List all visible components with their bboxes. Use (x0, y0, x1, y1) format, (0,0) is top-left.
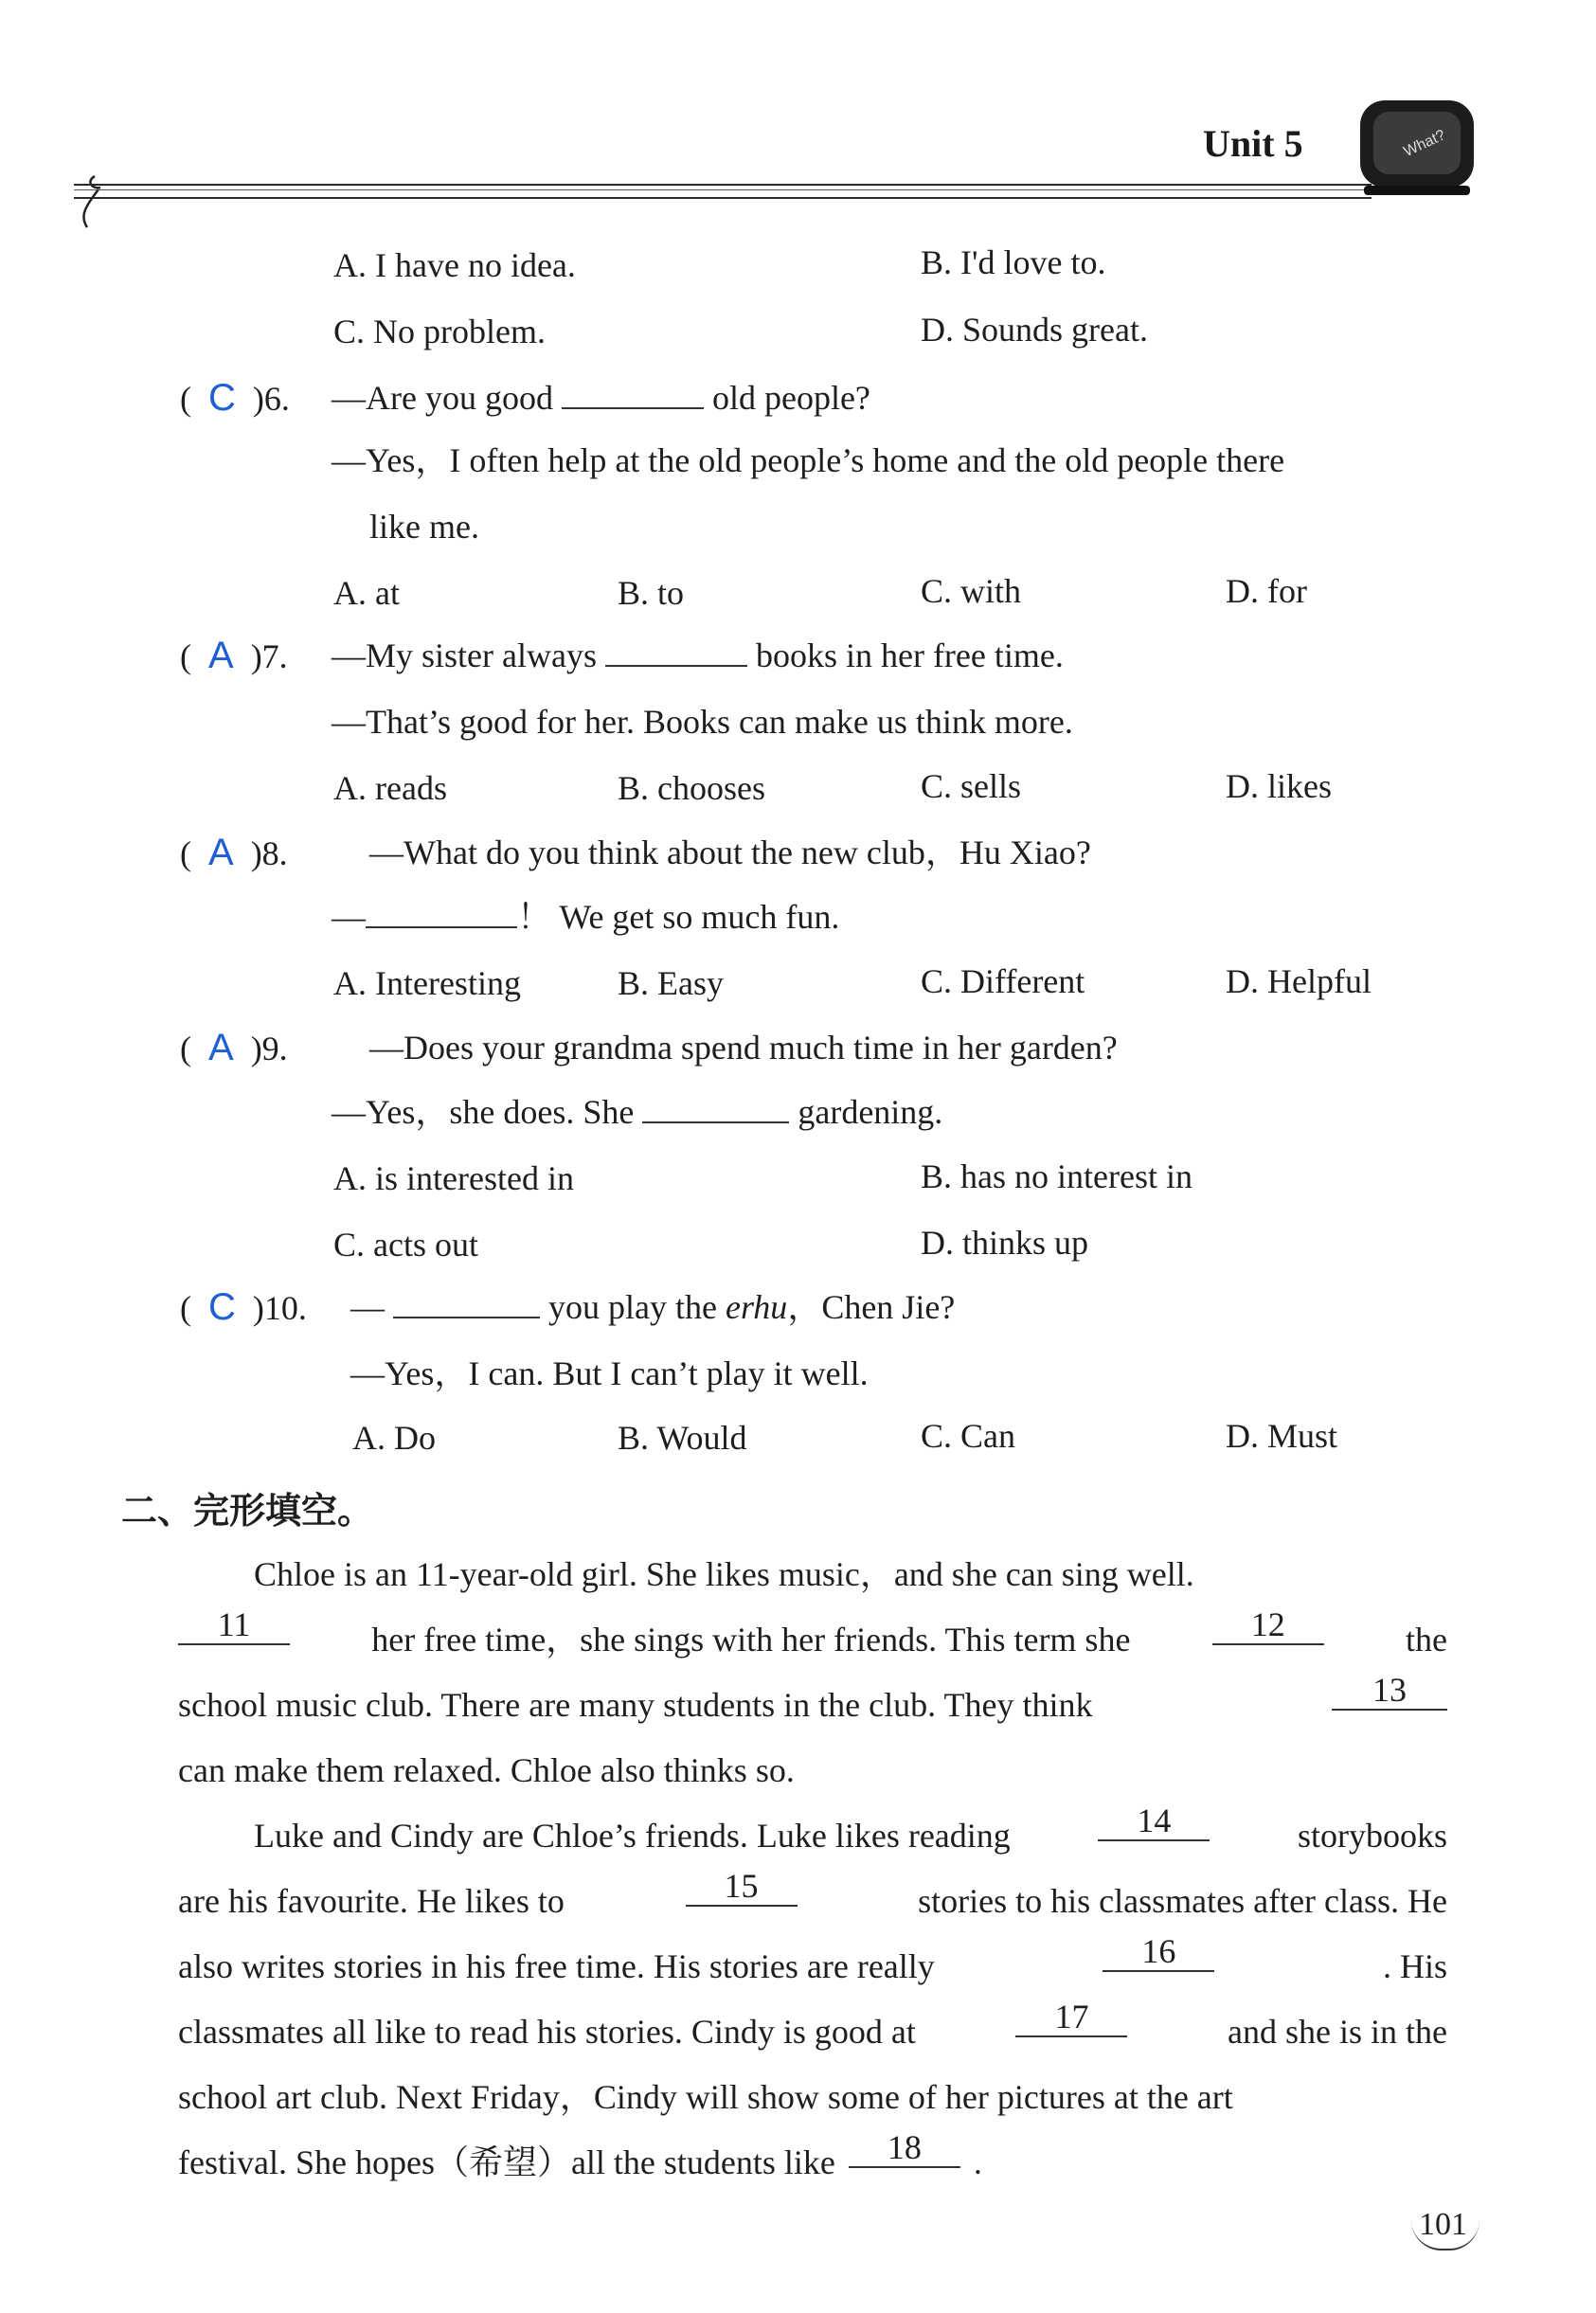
q9-stem: —Does your grandma spend much time in her garden? (369, 1029, 1118, 1067)
p2-line-1: Luke and Cindy are Chloe’s friends. Luke likes reading 14 storybooks (254, 1802, 1447, 1855)
header-rule (74, 184, 1372, 199)
q8-reply: — ！ We get so much fun. (332, 898, 840, 936)
q10-answer-slot: ( C )10. (180, 1286, 307, 1328)
blank-15: 15 (686, 1869, 798, 1907)
q6-option-b: B. to (618, 574, 685, 612)
q9-answer: A (208, 1027, 234, 1068)
q8-stem: —What do you think about the new club，Hu Xiao? (369, 834, 1091, 871)
q8-blank (366, 898, 517, 928)
q7-option-c: C. sells (921, 767, 1022, 805)
q9-answer-slot: ( A )9. (180, 1027, 288, 1068)
q8-answer: A (208, 832, 234, 873)
p2-line-6: festival. She hopes（希望）all the students like 18 . (178, 2128, 982, 2181)
q10-option-b: B. Would (618, 1419, 747, 1457)
p2-line-4: classmates all like to read his stories. Cindy is good at 17 and she is in the (178, 1998, 1447, 2051)
q7-option-d: D. likes (1226, 767, 1332, 805)
q7-answer: A (208, 635, 234, 676)
q7-option-b: B. chooses (618, 769, 765, 807)
page-number: 101 (1419, 2207, 1467, 2242)
q10-blank (393, 1288, 540, 1318)
q8-number: )8. (250, 834, 288, 872)
p2-line-3: also writes stories in his free time. His stories are really 16 . His (178, 1932, 1447, 1985)
q5-option-d: D. Sounds great. (921, 311, 1148, 349)
unit-title: Unit 5 (1203, 122, 1303, 165)
p1-line-4: can make them relaxed. Chloe also thinks so. (178, 1751, 795, 1789)
q10-option-c: C. Can (921, 1417, 1016, 1455)
q6-answer-slot: ( C )6. (180, 377, 290, 419)
q9-number: )9. (250, 1030, 288, 1067)
q10-answer: C (208, 1286, 236, 1328)
p2-line-2: are his favourite. He likes to 15 stories to his classmates after class. He (178, 1867, 1447, 1920)
blank-11: 11 (178, 1607, 290, 1645)
q6-number: )6. (252, 380, 290, 418)
q6-option-d: D. for (1226, 572, 1307, 610)
p2-line-5: school art club. Next Friday，Cindy will show some of her pictures at the art (178, 2078, 1233, 2116)
q6-reply-2: like me. (369, 508, 479, 546)
q5-option-c: C. No problem. (333, 313, 546, 350)
q7-reply: —That’s good for her. Books can make us think more. (332, 703, 1073, 741)
cloze-paragraph-1 (178, 1542, 1447, 1803)
q6-option-c: C. with (921, 572, 1022, 610)
q6-option-a: A. at (333, 574, 400, 612)
q10-option-d: D. Must (1226, 1417, 1338, 1455)
blank-14: 14 (1098, 1803, 1210, 1841)
p1-line-3: school music club. There are many students in the club. They think 13 (178, 1673, 1447, 1738)
q6-answer: C (208, 377, 236, 419)
q10-number: )10. (252, 1289, 307, 1327)
q7-option-a: A. reads (333, 769, 447, 807)
svg-text:What?: What? (1401, 127, 1448, 161)
q10-option-a: A. Do (352, 1419, 436, 1457)
blank-17: 17 (1015, 1999, 1127, 2037)
tv-icon (1353, 91, 1485, 205)
cloze-paragraph-2 (178, 1803, 1447, 2196)
q6-blank (562, 379, 704, 409)
page-number-arc (1411, 2220, 1479, 2250)
q8-option-b: B. Easy (618, 964, 724, 1002)
q7-number: )7. (250, 637, 288, 675)
q5-option-a: A. I have no idea. (333, 246, 576, 284)
q6-stem: —Are you good old people? (332, 379, 870, 417)
section-heading: 二、完形填空。 (121, 1490, 374, 1532)
q9-option-a: A. is interested in (333, 1159, 574, 1197)
p1-line-1: Chloe is an 11-year-old girl. She likes music，and she can sing well. (254, 1555, 1194, 1593)
q6-reply-1: —Yes，I often help at the old people’s home and the old people there (332, 441, 1285, 479)
q8-option-c: C. Different (921, 962, 1085, 1000)
p1-line-2: 11 her free time，she sings with her friends. This term she 12 the (178, 1607, 1447, 1673)
q9-blank (642, 1093, 789, 1123)
q10-stem: — you play the erhu，Chen Jie? (350, 1288, 956, 1326)
q8-answer-slot: ( A )8. (180, 832, 288, 873)
q9-option-b: B. has no interest in (921, 1157, 1193, 1195)
q9-option-c: C. acts out (333, 1226, 478, 1264)
q8-option-d: D. Helpful (1226, 962, 1372, 1000)
q7-stem: —My sister always books in her free time. (332, 637, 1064, 674)
blank-18: 18 (849, 2130, 960, 2168)
q8-option-a: A. Interesting (333, 964, 521, 1002)
q5-option-b: B. I'd love to. (921, 243, 1106, 281)
q7-blank (605, 637, 747, 667)
blank-13: 13 (1332, 1673, 1447, 1711)
q10-reply: —Yes，I can. But I can’t play it well. (350, 1354, 869, 1392)
swirl-ornament-icon (66, 169, 123, 235)
q9-option-d: D. thinks up (921, 1224, 1089, 1262)
q9-reply: —Yes，she does. She gardening. (332, 1093, 943, 1131)
blank-12: 12 (1212, 1607, 1324, 1645)
blank-16: 16 (1103, 1934, 1214, 1972)
q7-answer-slot: ( A )7. (180, 635, 288, 676)
